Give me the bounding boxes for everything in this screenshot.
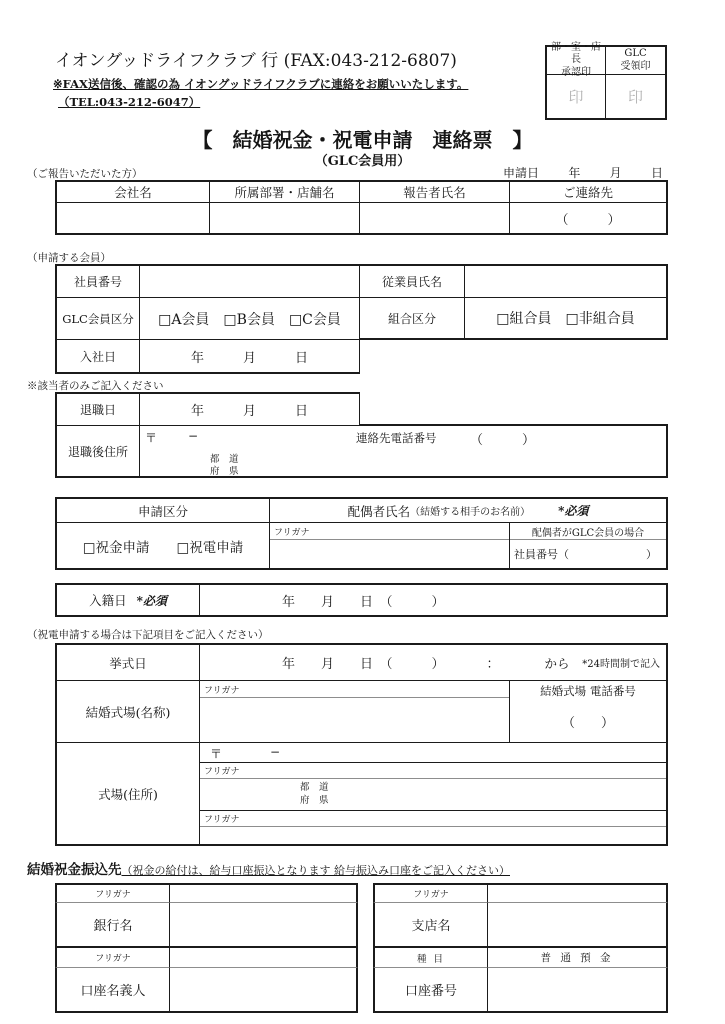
account-holder-input-cell [170,968,358,1013]
ceremony-time-note: *24時間制で記入 [582,659,660,670]
reporter-table [55,180,668,235]
venue-name-input-cell [200,698,509,742]
form-title: 【 結婚祝金・祝電申請 連絡票 】 [192,128,533,152]
venue-name-input-area [200,681,510,743]
contact-phone-label: 連絡先電話番号 [356,431,437,445]
spouse-name-header-small: （結婚する相手のお名前） [410,507,531,518]
department-header: 所属部署・店舗名 [210,180,360,203]
prefecture-line2: 府 県 [210,466,239,477]
venue-furigana-label: フリガナ [200,681,509,698]
application-type-options: □祝金申請 □祝電申請 [55,523,270,570]
telegram-note: （祝電申請する場合は下記項目をご記入ください） [27,629,269,641]
venue-address-input-cell [200,827,666,844]
reporter-section-label: （ご報告いただいた方） [27,168,143,180]
employee-no-input-cell [140,264,360,298]
venue-prefecture-line2: 府 県 [300,794,329,806]
venue-prefecture-line1: 都 道 [300,781,329,793]
department-input-cell [210,203,360,235]
venue-phone-area [510,681,668,743]
spouse-glc-note: 配偶者がGLC会員の場合 [510,523,666,540]
registry-date-table [55,583,668,617]
registry-date-label: 入籍日 [89,593,127,608]
contact-phone-paren: （ ） [470,433,536,448]
apply-date-label: 申請日 [503,166,540,180]
tel-note: （TEL:043-212-6047） [58,95,201,109]
employee-name-label: 従業員氏名 [360,264,465,298]
bank-name-input-cell [170,903,358,948]
telegram-table [55,643,668,846]
reporter-name-input-cell [360,203,510,235]
application-type-table [55,497,668,570]
prefecture-line1: 都 道 [210,454,239,465]
spouse-glc-area [510,523,668,570]
venue-address-furigana-label-2: フリガナ [200,811,666,827]
retirement-table [55,392,668,478]
glc-class-options: □A会員 □B会員 □C会員 [140,298,360,340]
ceremony-time-kara: から [544,655,570,671]
spouse-name-header-main: 配偶者氏名 [347,503,411,519]
retire-date-label: 退職日 [55,392,140,426]
venue-name-label: 結婚式場(名称) [55,681,200,743]
company-name-input-cell [55,203,210,235]
bank-table-right [373,883,668,1013]
fax-confirmation-note: ※FAX送信後、確認の為 イオングッドライフクラブに連絡をお願いいたします。 [53,77,469,91]
contact-input-cell: （ ） [510,203,668,235]
postal-mark: 〒 [145,431,158,445]
account-type-label: 種 目 [373,948,488,968]
ceremony-date-input-cell [200,643,668,681]
apply-date-line [503,164,663,181]
recipient-line: イオングッドライフクラブ 行 (FAX:043-212-6807) [55,51,457,71]
company-name-header: 会社名 [55,180,210,203]
venue-postal-dash: − [270,745,281,759]
holder-furigana-label: フリガナ [55,948,170,968]
account-holder-label: 口座名義人 [55,968,170,1013]
venue-address-furigana-label-1: フリガナ [200,763,666,779]
branch-name-label: 支店名 [373,903,488,948]
manager-approval-stamp-header: 部・室・店長 承認印 [545,45,606,75]
account-type-value: 普 通 預 金 [488,948,668,968]
ceremony-date-label: 挙式日 [55,643,200,681]
venue-address-input-area [200,743,668,846]
glc-seal-placeholder: 印 [606,75,667,120]
spouse-name-header [270,497,668,523]
spouse-employee-no-cell: 社員番号（ ） [514,548,657,561]
retirement-note: ※該当者のみご記入ください [27,380,164,392]
manager-seal-placeholder: 印 [545,75,606,120]
ceremony-date-placeholder: 年 月 日 （ ） [282,657,445,672]
bank-table-left [55,883,358,1013]
bank-furigana-input-cell [170,883,358,903]
account-number-label: 口座番号 [373,968,488,1013]
application-type-header: 申請区分 [55,497,270,523]
employee-no-label: 社員番号 [55,264,140,298]
member-section-label: （申請する会員） [27,252,111,264]
venue-phone-label: 結婚式場 電話番号 [540,684,636,698]
union-class-label: 組合区分 [360,298,465,340]
join-date-label: 入社日 [55,340,140,374]
stamp-box [545,41,667,120]
account-number-input-cell [488,968,668,1013]
venue-postal-mark: 〒 [210,747,223,761]
contact-header: ご連絡先 [510,180,668,203]
spouse-furigana-label: フリガナ [270,523,509,540]
bank-furigana-label: フリガナ [55,883,170,903]
branch-furigana-input-cell [488,883,668,903]
join-date-input-cell: 年 月 日 [140,340,360,374]
holder-furigana-input-cell [170,948,358,968]
spouse-name-input-cell [270,540,509,568]
member-table [55,264,668,374]
retire-row-spacer [360,392,668,426]
postal-dash: − [188,429,199,443]
spouse-required-badge: *必須 [558,504,589,518]
union-class-options: □組合員 □非組合員 [465,298,668,340]
employee-name-input-cell [465,264,668,298]
retire-address-label: 退職後住所 [55,426,140,478]
glc-class-label: GLC会員区分 [55,298,140,340]
retire-date-input-cell: 年 月 日 [140,392,360,426]
form-subtitle: （GLC会員用） [314,154,411,169]
registry-date-label-cell [55,583,200,617]
branch-name-input-cell [488,903,668,948]
venue-prefecture-rows [200,779,666,811]
registry-required-badge: *必須 [136,593,167,608]
apply-date-day: 日 [650,166,663,180]
registry-date-input-cell: 年 月 日 （ ） [200,583,668,617]
bank-section-title-line [27,858,510,878]
branch-furigana-label: フリガナ [373,883,488,903]
bank-section-title: 結婚祝金振込先 [27,862,122,878]
apply-date-month: 月 [609,166,622,180]
venue-phone-input-cell: （ ） [561,716,614,731]
reporter-name-header: 報告者氏名 [360,180,510,203]
spouse-name-input-area [270,523,510,570]
venue-address-label: 式場(住所) [55,743,200,846]
retire-address-input-cell [140,426,668,478]
bank-name-label: 銀行名 [55,903,170,948]
bank-section-subtitle: （祝金の給付は、給与口座振込となります 給与振込み口座をご記入ください） [121,864,510,877]
venue-postal-row [200,743,666,763]
ceremony-time-colon: ： [486,657,500,672]
apply-date-year: 年 [568,166,581,180]
glc-receipt-stamp-header: GLC 受領印 [606,45,667,75]
